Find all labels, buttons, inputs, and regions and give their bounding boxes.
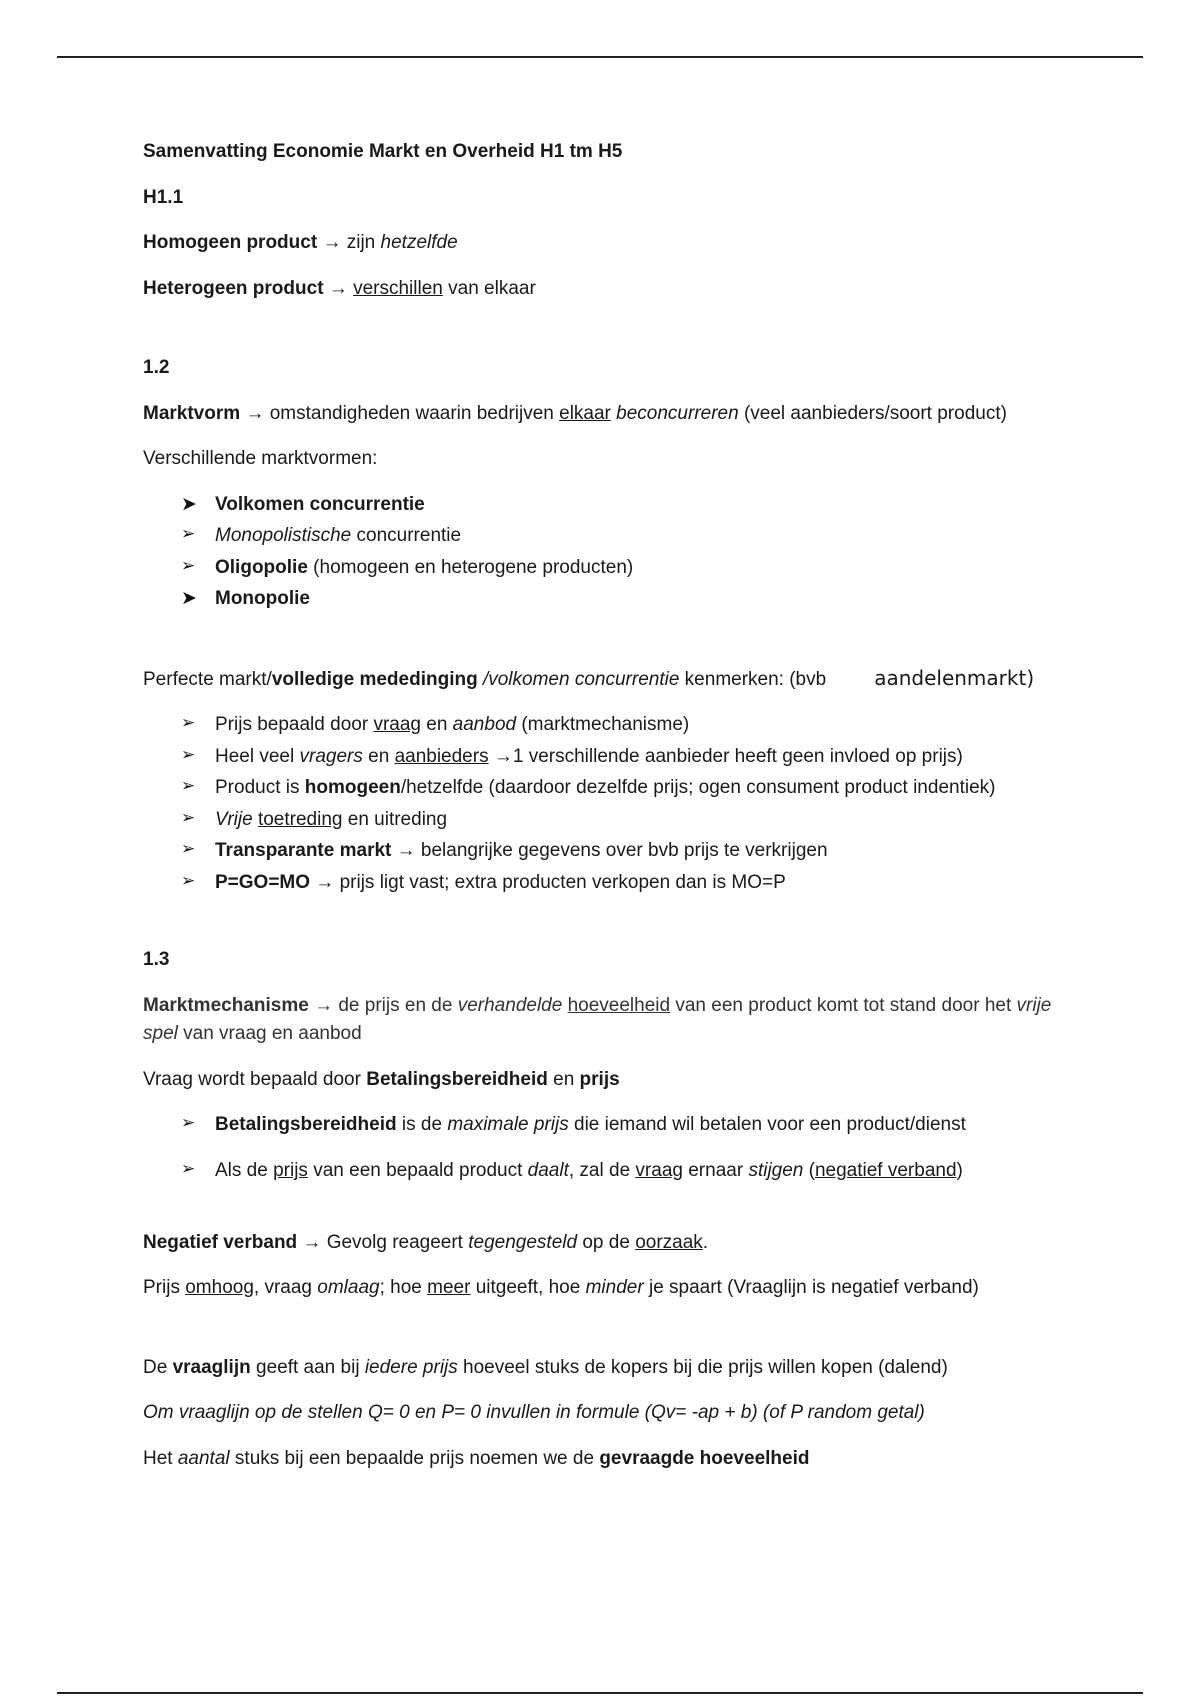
heading-1-2: 1.2 — [143, 357, 170, 378]
arrow-bullet-icon: ➢ — [181, 776, 196, 796]
term-heterogeen: Heterogeen product — [143, 277, 324, 299]
demand-bullets — [143, 1111, 1083, 1184]
list-item: ➤ Volkomen concurrentie — [181, 491, 1083, 519]
list-item: ➢ Transparante markt → belangrijke gegevens over bvb prijs te verkrijgen — [181, 839, 828, 862]
header-rule — [57, 56, 1143, 58]
heading-h1-1: H1.1 — [143, 186, 184, 208]
definition-homogeen: Homogeen product → zijn hetzelfde — [143, 232, 458, 253]
formula-note: Om vraaglijn op de stellen Q= 0 en P= 0 invullen in formule (Qv= -ap + b) (of P random getal) — [143, 1402, 925, 1424]
definition-gevraagde-hoeveelheid: Het aantal stuks bij een bepaalde prijs noemen we de gevraagde hoeveelheid — [143, 1447, 810, 1469]
list-item: ➢ Oligopolie (homogeen en heterogene producten) — [181, 555, 634, 578]
arrow-icon: → — [245, 402, 265, 424]
arrow-bullet-icon: ➢ — [181, 1159, 196, 1179]
arrow-bullet-icon: ➢ — [181, 713, 196, 733]
definition-negatief-verband: Negatief verband → Gevolg reageert tegengesteld op de oorzaak. — [143, 1231, 709, 1253]
demand-determinants: Vraag wordt bepaald door Betalingsbereidheid en prijs — [143, 1068, 620, 1090]
term-marktvorm: Marktvorm — [143, 402, 241, 424]
term-marktmechanisme: Marktmechanisme — [143, 994, 309, 1016]
arrow-icon: → — [328, 277, 348, 299]
list-item: ➢ Heel veel vragers en aanbieders →1 verschillende aanbieder heeft geen invloed op prijs) — [181, 744, 963, 767]
market-forms-intro: Verschillende marktvormen: — [143, 448, 378, 469]
perfect-market-intro: Perfecte markt/volledige mededinging /volkomen concurrentie kenmerken: (bvb aandelenmarkt) — [143, 665, 1035, 690]
market-forms-list — [143, 491, 1083, 613]
definition-marktmechanisme: Marktmechanisme → de prijs en de verhandelde hoeveelheid van een product komt tot stand door het vrije spel van vraag en aanbod — [143, 994, 1052, 1045]
list-item: ➢ Prijs bepaald door vraag en aanbod (marktmechanisme) — [181, 713, 690, 736]
list-item: ➢ Betalingsbereidheid is de maximale prijs die iemand wil betalen voor een product/dienst — [181, 1113, 966, 1136]
definition-vraaglijn: De vraaglijn geeft aan bij iedere prijs hoeveel stuks de kopers bij die prijs willen kopen (dalend) — [143, 1356, 948, 1378]
arrow-bullet-icon: ➢ — [181, 839, 196, 859]
arrow-bullet-icon: ➤ — [181, 493, 197, 515]
term-negatief-verband: Negatief verband — [143, 1231, 298, 1253]
list-item: ➢ Vrije toetreding en uitreding — [181, 807, 448, 830]
arrow-bullet-icon: ➢ — [181, 870, 196, 890]
arrow-bullet-icon: ➢ — [181, 744, 196, 764]
list-item: ➢ Als de prijs van een bepaald product daalt, zal de vraag ernaar stijgen (negatief verband) — [181, 1159, 963, 1182]
document-title: Samenvatting Economie Markt en Overheid H1 tm H5 — [143, 141, 623, 162]
term-homogeen: Homogeen product — [143, 232, 318, 253]
arrow-icon: → — [322, 232, 342, 253]
arrow-bullet-icon: ➢ — [181, 807, 196, 827]
arrow-bullet-icon: ➤ — [181, 588, 197, 610]
document-body — [143, 138, 1083, 1490]
definition-heterogeen: Heterogeen product → verschillen van elkaar — [143, 277, 536, 299]
list-item: ➢ P=GO=MO → prijs ligt vast; extra producten verkopen dan is MO=P — [181, 870, 786, 893]
footer-rule — [57, 1692, 1143, 1694]
heading-1-3: 1.3 — [143, 949, 170, 971]
list-item: ➢ Monopolistische concurrentie — [181, 524, 462, 547]
perfect-market-features — [143, 711, 1083, 896]
arrow-bullet-icon: ➢ — [181, 1113, 196, 1133]
list-item: ➢ Product is homogeen/hetzelfde (daardoor dezelfde prijs; ogen consument product indentiek) — [181, 776, 996, 799]
list-item: ➤ Monopolie — [181, 585, 1083, 613]
price-example: Prijs omhoog, vraag omlaag; hoe meer uitgeeft, hoe minder je spaart (Vraaglijn is negatief verband) — [143, 1277, 979, 1299]
definition-marktvorm: Marktvorm → omstandigheden waarin bedrijven elkaar beconcurreren (veel aanbieders/soort product) — [143, 402, 1007, 424]
arrow-bullet-icon: ➢ — [181, 524, 196, 544]
arrow-bullet-icon: ➢ — [181, 555, 196, 575]
